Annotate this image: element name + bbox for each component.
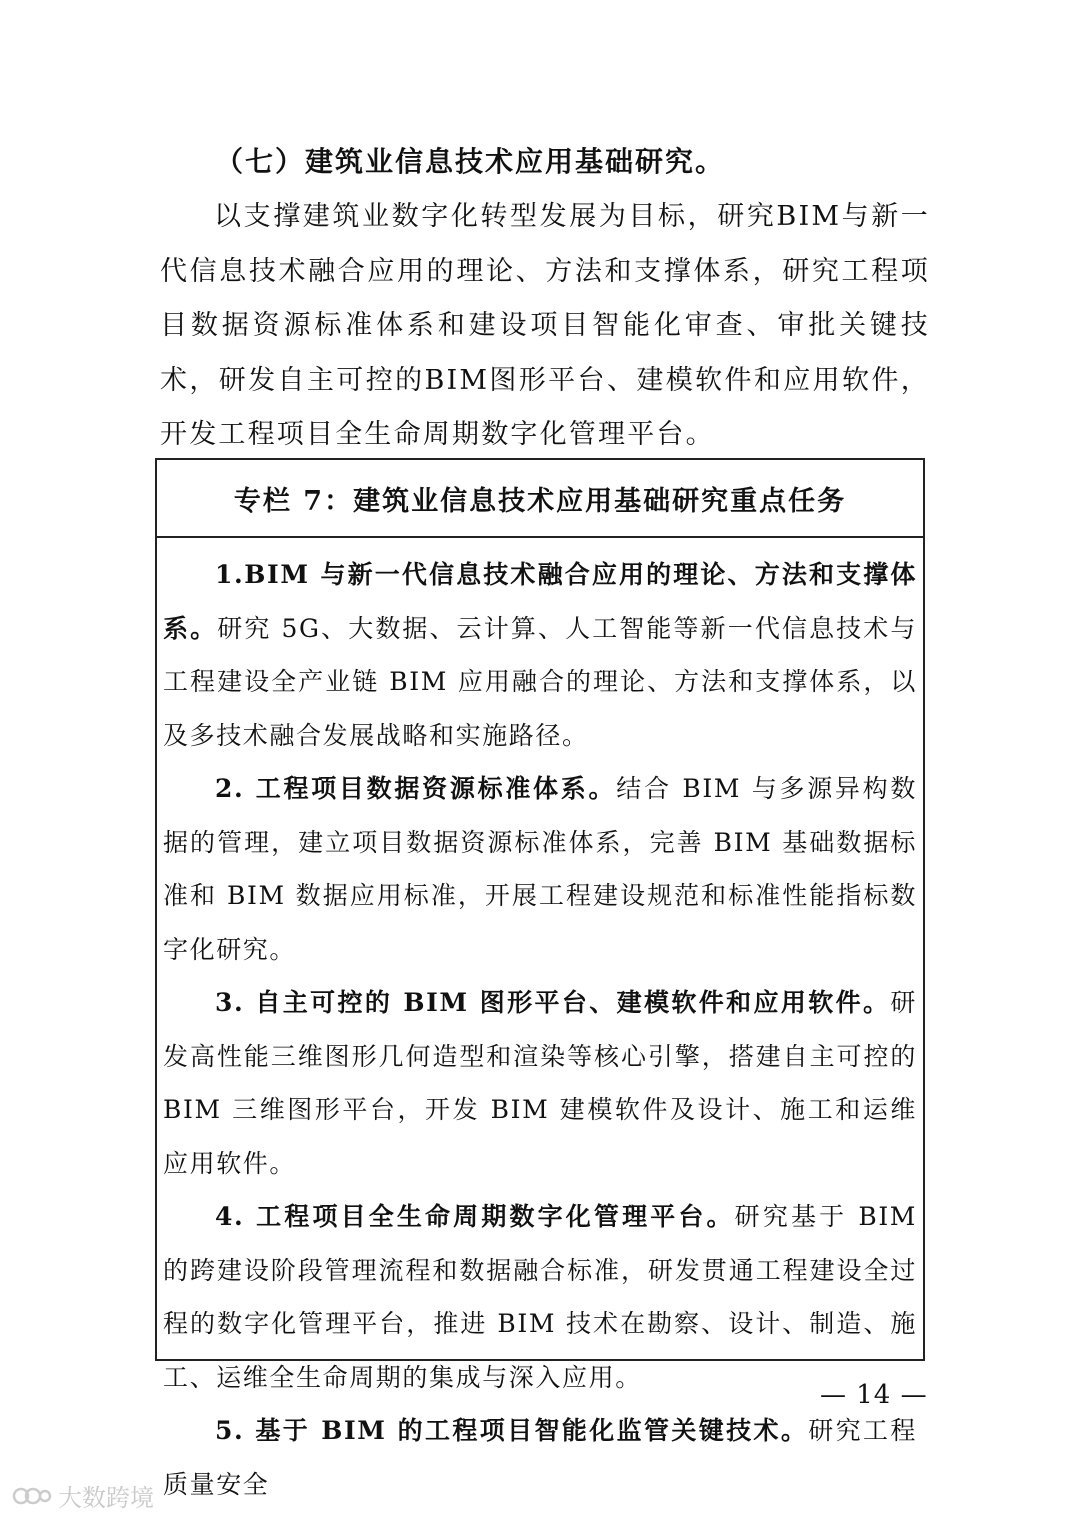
task-item-1 <box>163 548 917 762</box>
task-item-5-text: 研究工程质量安全 <box>163 1416 917 1499</box>
task-item-3 <box>163 976 917 1190</box>
task-item-5-lead: 5. 基于 BIM 的工程项目智能化监管关键技术。 <box>215 1416 809 1445</box>
task-item-1-text: 研究 5G、大数据、云计算、人工智能等新一代信息技术与工程建设全产业链 BIM 应用融合的理论、方法和支撑体系，以及多技术融合发展战略和实施路径。 <box>163 613 918 750</box>
task-item-4 <box>163 1190 917 1404</box>
column-box-title: 专栏 7：建筑业信息技术应用基础研究重点任务 <box>157 460 923 538</box>
task-item-2-lead: 2. 工程项目数据资源标准体系。 <box>215 774 617 803</box>
watermark-text: 大数跨境 <box>58 1484 154 1512</box>
task-item-3-lead: 3. 自主可控的 BIM 图形平台、建模软件和应用软件。 <box>215 988 891 1017</box>
section-heading: （七）建筑业信息技术应用基础研究。 <box>215 145 726 178</box>
task-item-1-lead: 1.BIM 与新一代信息技术融合应用的理论、方法和支撑体系。 <box>163 560 917 643</box>
page-number: — 14 — <box>820 1380 928 1410</box>
task-item-4-lead: 4. 工程项目全生命周期数字化管理平台。 <box>215 1202 735 1231</box>
task-item-4-text: 研究基于 BIM 的跨建设阶段管理流程和数据融合标准，研发贯通工程建设全过程的数字化管理平台，推进 BIM 技术在勘察、设计、制造、施工、运维全生命周期的集成与深入应用。 <box>163 1202 918 1392</box>
intro-paragraph: 以支撑建筑业数字化转型发展为目标，研究BIM与新一代信息技术融合应用的理论、方法和支撑体系，研究工程项目数据资源标准体系和建设项目智能化审查、审批关键技术，研发自主可控的BIM图形平台、建模软件和应用软件，开发工程项目全生命周期数字化管理平台。 <box>160 201 930 450</box>
task-item-2-text: 结合 BIM 与多源异构数据的管理，建立项目数据资源标准体系，完善 BIM 基础数据标准和 BIM 数据应用标准，开展工程建设规范和标准性能指标数字化研究。 <box>163 774 917 964</box>
task-item-3-text: 研发高性能三维图形几何造型和渲染等核心引擎，搭建自主可控的 BIM 三维图形平台，开发 BIM 建模软件及设计、施工和运维应用软件。 <box>163 988 917 1178</box>
task-item-2 <box>163 762 917 976</box>
watermark-logo-icon <box>12 1485 52 1507</box>
task-item-5 <box>163 1404 917 1511</box>
column-box-body <box>157 538 923 1511</box>
watermark <box>12 1478 154 1513</box>
